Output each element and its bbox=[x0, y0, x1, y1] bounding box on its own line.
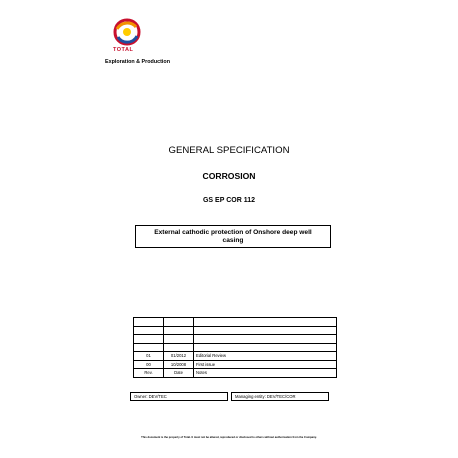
owner-field: Owner: DEV/TEC bbox=[130, 392, 228, 401]
confidentiality-notice: This document is the property of Total. It must not be altered, reproduced or disclosed to others without authorisation from the Company. bbox=[141, 436, 317, 439]
document-number: GS EP COR 112 bbox=[202, 197, 255, 204]
date-cell bbox=[164, 326, 194, 335]
division-label: Exploration & Production bbox=[105, 59, 170, 65]
notes-cell bbox=[194, 335, 337, 344]
table-header-row bbox=[134, 369, 337, 378]
notes-cell bbox=[194, 318, 337, 327]
rev-cell bbox=[134, 343, 164, 352]
rev-cell: 00 bbox=[134, 360, 164, 369]
document-title: External cathodic protection of Onshore deep well casing bbox=[154, 228, 312, 244]
table-row bbox=[134, 343, 337, 352]
date-cell bbox=[164, 335, 194, 344]
document-title-box bbox=[135, 225, 331, 248]
brand-name: TOTAL bbox=[113, 47, 134, 53]
total-logo-icon bbox=[112, 17, 142, 47]
table-row bbox=[134, 335, 337, 344]
date-cell bbox=[164, 343, 194, 352]
table-row bbox=[134, 326, 337, 335]
notes-header: Notes bbox=[194, 369, 337, 378]
notes-cell: First issue bbox=[194, 360, 337, 369]
managing-entity-field: Managing entity: DEV/TEC/COR bbox=[231, 392, 329, 401]
date-cell: 10/2008 bbox=[164, 360, 194, 369]
date-header: Date bbox=[164, 369, 194, 378]
rev-cell bbox=[134, 318, 164, 327]
table-row bbox=[134, 360, 337, 369]
notes-cell bbox=[194, 326, 337, 335]
date-cell: 01/2012 bbox=[164, 352, 194, 361]
rev-cell bbox=[134, 335, 164, 344]
rev-cell bbox=[134, 326, 164, 335]
rev-header: Rev. bbox=[134, 369, 164, 378]
rev-cell: 01 bbox=[134, 352, 164, 361]
table-row bbox=[134, 318, 337, 327]
notes-cell: Editorial Review bbox=[194, 352, 337, 361]
table-row bbox=[134, 352, 337, 361]
document-discipline: CORROSION bbox=[202, 171, 256, 181]
notes-cell bbox=[194, 343, 337, 352]
document-type: GENERAL SPECIFICATION bbox=[168, 145, 290, 156]
revision-table bbox=[133, 317, 337, 378]
date-cell bbox=[164, 318, 194, 327]
